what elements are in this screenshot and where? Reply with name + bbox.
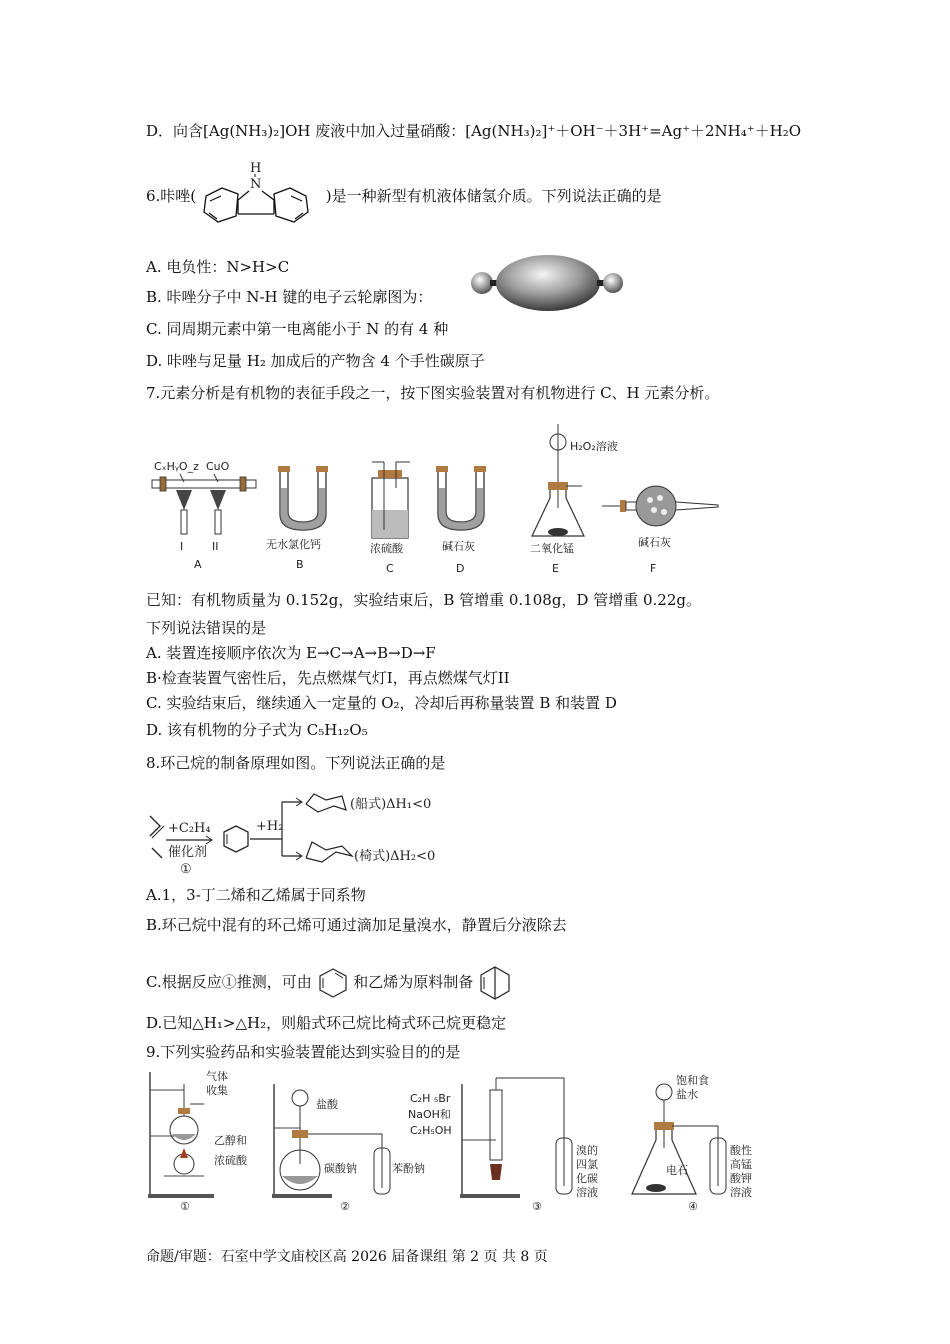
q7-stem: 7.元素分析是有机物的表征手段之一，按下图实验装置对有机物进行 C、H 元素分析。 — [146, 384, 720, 402]
label-c2h5br: C₂H ₅Br — [410, 1092, 451, 1105]
apparatus-b — [266, 466, 328, 571]
label-hcl: 盐酸 — [316, 1098, 338, 1111]
label-b: B — [296, 558, 304, 571]
q5-option-d: D．向含[Ag(NH₃)₂]OH 废液中加入过量硝酸：[Ag(NH₃)₂]⁺＋OH⁻＋3H⁺=Ag⁺＋2NH₄⁺＋H₂O — [146, 122, 802, 140]
label-br4: 溶液 — [576, 1186, 598, 1199]
q8-reaction-figure — [146, 786, 486, 878]
label-km3: 酸钾 — [730, 1172, 752, 1185]
label-km2: 高锰 — [730, 1158, 752, 1171]
q7-option-a: A. 装置连接顺序依次为 E→C→A→B→D→F — [146, 644, 436, 662]
label-boat: (船式)ΔH₁<0 — [350, 797, 432, 812]
label-a: A — [194, 558, 202, 571]
q8-option-d: D.已知△H₁>△H₂，则船式环己烷比椅式环己烷更稳定 — [146, 1014, 507, 1032]
q7-apparatus-figure — [146, 418, 726, 580]
q7-option-c: C. 实验结束后，继续通入一定量的 O₂，冷却后再称量装置 B 和装置 D — [146, 694, 617, 712]
q8-option-c-mid: 和乙烯为原料制备 — [353, 973, 474, 991]
cyclohexadiene-structure — [317, 966, 349, 1000]
q8-option-c-pre: C.根据反应①推测，可由 — [146, 973, 312, 991]
label-h2so4: 浓硫酸 — [214, 1154, 247, 1167]
label-km1: 酸性 — [730, 1144, 752, 1157]
apparatus-4 — [632, 1073, 752, 1213]
apparatus-c — [370, 462, 410, 575]
label-brine2: 盐水 — [676, 1088, 698, 1101]
apparatus-1 — [148, 1069, 248, 1213]
label-c-name: 浓硫酸 — [370, 542, 403, 555]
apparatus-a — [152, 460, 256, 571]
label-ii: II — [212, 540, 219, 553]
label-b-name: 无水氯化钙 — [266, 538, 321, 551]
carbazole-h-label: H — [250, 161, 262, 176]
label-chair: (椅式)ΔH₂<0 — [354, 849, 436, 864]
label-d: D — [456, 562, 465, 575]
q8-stem: 8.环己烷的制备原理如图。下列说法正确的是 — [146, 754, 446, 772]
label-e-name: 二氧化锰 — [530, 542, 574, 555]
label-carbide: 电石 — [666, 1164, 688, 1177]
label-catalyst: 催化剂 — [168, 845, 208, 860]
label-step: ① — [180, 862, 192, 877]
label-br3: 化碳 — [576, 1172, 598, 1185]
label-phenolate: 苯酚钠 — [392, 1162, 425, 1175]
label-h2o2: H₂O₂溶液 — [570, 440, 618, 453]
label-ethanol: 乙醇和 — [214, 1134, 247, 1147]
q7-ask: 下列说法错误的是 — [146, 619, 267, 637]
label-n1: ① — [180, 1200, 190, 1213]
label-n4: ④ — [688, 1200, 698, 1213]
q6-option-d: D. 咔唑与足量 H₂ 加成后的产物含 4 个手性碳原子 — [146, 352, 485, 370]
label-c2h4: +C₂H₄ — [168, 821, 211, 836]
label-c: C — [386, 562, 394, 575]
label-c2h5oh: C₂H₅OH — [410, 1124, 452, 1137]
label-e: E — [552, 562, 559, 575]
page-footer: 命题/审题：石室中学文庙校区高 2026 届备课组 第 2 页 共 8 页 — [146, 1249, 548, 1265]
label-n3: ③ — [532, 1200, 542, 1213]
q8-option-c — [146, 964, 512, 1002]
apparatus-2 — [272, 1084, 425, 1213]
q6-option-c: C. 同周期元素中第一电离能小于 N 的有 4 种 — [146, 320, 449, 338]
q6-option-b: B. 咔唑分子中 N-H 键的电子云轮廓图为： — [146, 288, 433, 306]
carbazole-structure — [196, 158, 318, 238]
label-gas: 气体 — [206, 1070, 228, 1083]
apparatus-3 — [408, 1078, 598, 1213]
electron-cloud-image — [470, 252, 628, 314]
carbazole-n-label: N — [250, 177, 262, 192]
label-cuo: CuO — [206, 460, 230, 473]
label-f: F — [650, 562, 657, 575]
q9-apparatus-figure — [144, 1068, 764, 1214]
apparatus-e — [530, 424, 618, 575]
label-km4: 溶液 — [730, 1186, 752, 1199]
apparatus-d — [436, 466, 486, 575]
label-br1: 溴的 — [576, 1144, 598, 1157]
q6-stem-post: )是一种新型有机液体储氢介质。下列说法正确的是 — [325, 187, 662, 205]
label-na2co3: 碳酸钠 — [324, 1162, 357, 1175]
label-br2: 四氯 — [576, 1158, 598, 1171]
label-i: I — [180, 540, 184, 553]
label-f-name: 碱石灰 — [638, 536, 671, 549]
q7-option-b: B·检查装置气密性后，先点燃煤气灯I，再点燃煤气灯II — [146, 669, 510, 687]
q7-known: 已知：有机物质量为 0.152g，实验结束后，B 管增重 0.108g，D 管增重 0.22g。 — [146, 591, 701, 609]
label-collect: 收集 — [206, 1084, 228, 1097]
q6-stem-pre: 6.咔唑( — [146, 187, 197, 205]
apparatus-f — [602, 486, 718, 575]
label-h2: +H₂ — [256, 819, 284, 834]
label-d-name: 碱石灰 — [442, 540, 475, 553]
bicyclic-product-structure — [478, 964, 512, 1002]
label-naoh: NaOH和 — [408, 1108, 451, 1121]
q9-stem: 9.下列实验药品和实验装置能达到实验目的的是 — [146, 1043, 461, 1061]
q8-option-b: B.环己烷中混有的环己烯可通过滴加足量溴水，静置后分液除去 — [146, 916, 567, 934]
q8-option-a: A.1，3-丁二烯和乙烯属于同系物 — [146, 886, 366, 904]
q6-option-a: A. 电负性：N>H>C — [146, 258, 290, 276]
label-cxhyoz: CₓHᵧO_z — [154, 460, 199, 473]
q7-option-d: D. 该有机物的分子式为 C₅H₁₂O₅ — [146, 721, 368, 739]
label-n2: ② — [340, 1200, 350, 1213]
label-brine1: 饱和食 — [676, 1074, 709, 1087]
